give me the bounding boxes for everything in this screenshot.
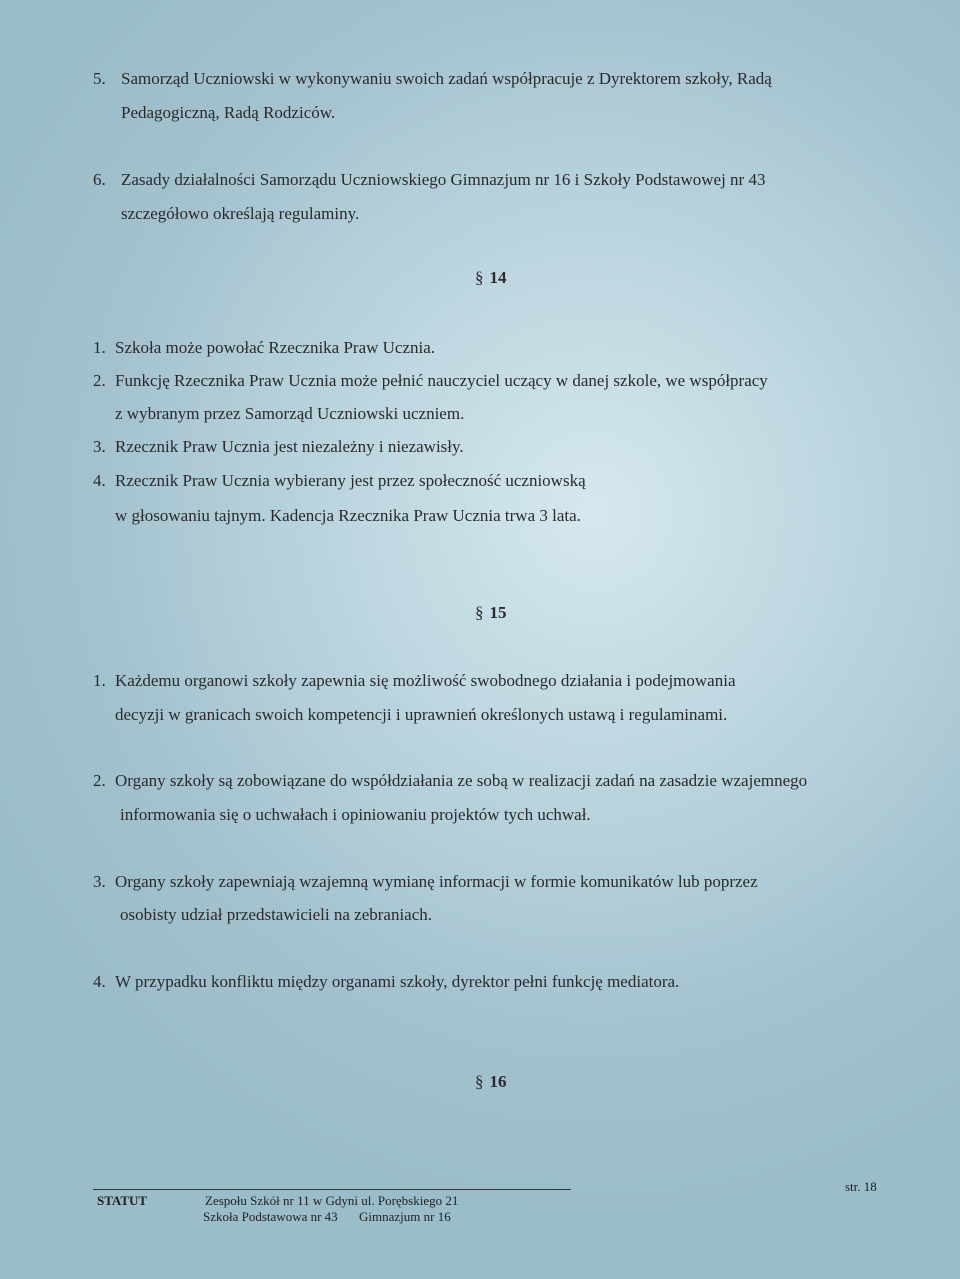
item-text: Samorząd Uczniowski w wykonywaniu swoich zadań współpracuje z Dyrektorem szkoły, Radą xyxy=(121,69,772,88)
item-number: 4. xyxy=(93,471,106,490)
item-text: Rzecznik Praw Ucznia wybierany jest przez społeczność uczniowską xyxy=(115,471,586,490)
item-text: Organy szkoły zapewniają wzajemną wymianę informacji w formie komunikatów lub poprzez xyxy=(115,872,758,891)
item-number: 3. xyxy=(93,872,106,891)
section-heading-15 xyxy=(475,603,507,623)
item-number: 5. xyxy=(93,69,106,88)
item-number: 3. xyxy=(93,437,106,456)
footer-school-name: Zespołu Szkół nr 11 w Gdyni ul. Porębskiego 21 xyxy=(205,1193,459,1208)
section-number: 14 xyxy=(489,268,507,287)
item-text: w głosowaniu tajnym. Kadencja Rzecznika Praw Ucznia trwa 3 lata. xyxy=(115,506,581,525)
footer-school-primary: Szkoła Podstawowa nr 43 xyxy=(203,1209,338,1224)
item-number: 2. xyxy=(93,371,106,390)
item-text: informowania się o uchwałach i opiniowaniu projektów tych uchwał. xyxy=(120,805,591,824)
page-number: str. 18 xyxy=(845,1179,877,1194)
item-number: 1. xyxy=(93,338,106,357)
item-number: 2. xyxy=(93,771,106,790)
footer-school-gymnasium: Gimnazjum nr 16 xyxy=(359,1209,451,1224)
section-number: 15 xyxy=(489,603,507,622)
section-heading-14 xyxy=(475,268,507,288)
item-text: osobisty udział przedstawicieli na zebraniach. xyxy=(120,905,433,924)
item-text: decyzji w granicach swoich kompetencji i uprawnień określonych ustawą i regulaminami. xyxy=(115,705,728,724)
item-text: Każdemu organowi szkoły zapewnia się możliwość swobodnego działania i podejmowania xyxy=(115,671,736,690)
section-sign: § xyxy=(475,268,484,287)
item-number: 1. xyxy=(93,671,106,690)
section-sign: § xyxy=(475,603,484,622)
item-number: 4. xyxy=(93,972,106,991)
item-text: Pedagogiczną, Radą Rodziców. xyxy=(121,103,336,122)
section-sign: § xyxy=(475,1072,484,1091)
item-text: Szkoła może powołać Rzecznika Praw Ucznia. xyxy=(115,338,436,357)
item-text: Funkcję Rzecznika Praw Ucznia może pełnić nauczyciel uczący w danej szkole, we współpracy xyxy=(115,371,768,390)
item-text: W przypadku konfliktu między organami szkoły, dyrektor pełni funkcję mediatora. xyxy=(115,972,680,991)
footer-statut: STATUT xyxy=(97,1193,148,1208)
footer-divider xyxy=(93,1189,571,1190)
item-text: Rzecznik Praw Ucznia jest niezależny i niezawisły. xyxy=(115,437,464,456)
section-number: 16 xyxy=(489,1072,507,1091)
item-text: szczegółowo określają regulaminy. xyxy=(121,204,360,223)
item-text: Organy szkoły są zobowiązane do współdziałania ze sobą w realizacji zadań na zasadzie wzajemnego xyxy=(115,771,808,790)
item-number: 6. xyxy=(93,170,106,189)
item-text: Zasady działalności Samorządu Uczniowskiego Gimnazjum nr 16 i Szkoły Podstawowej nr 43 xyxy=(121,170,766,189)
section-heading-16 xyxy=(475,1072,507,1092)
item-text: z wybranym przez Samorząd Uczniowski uczniem. xyxy=(115,404,465,423)
